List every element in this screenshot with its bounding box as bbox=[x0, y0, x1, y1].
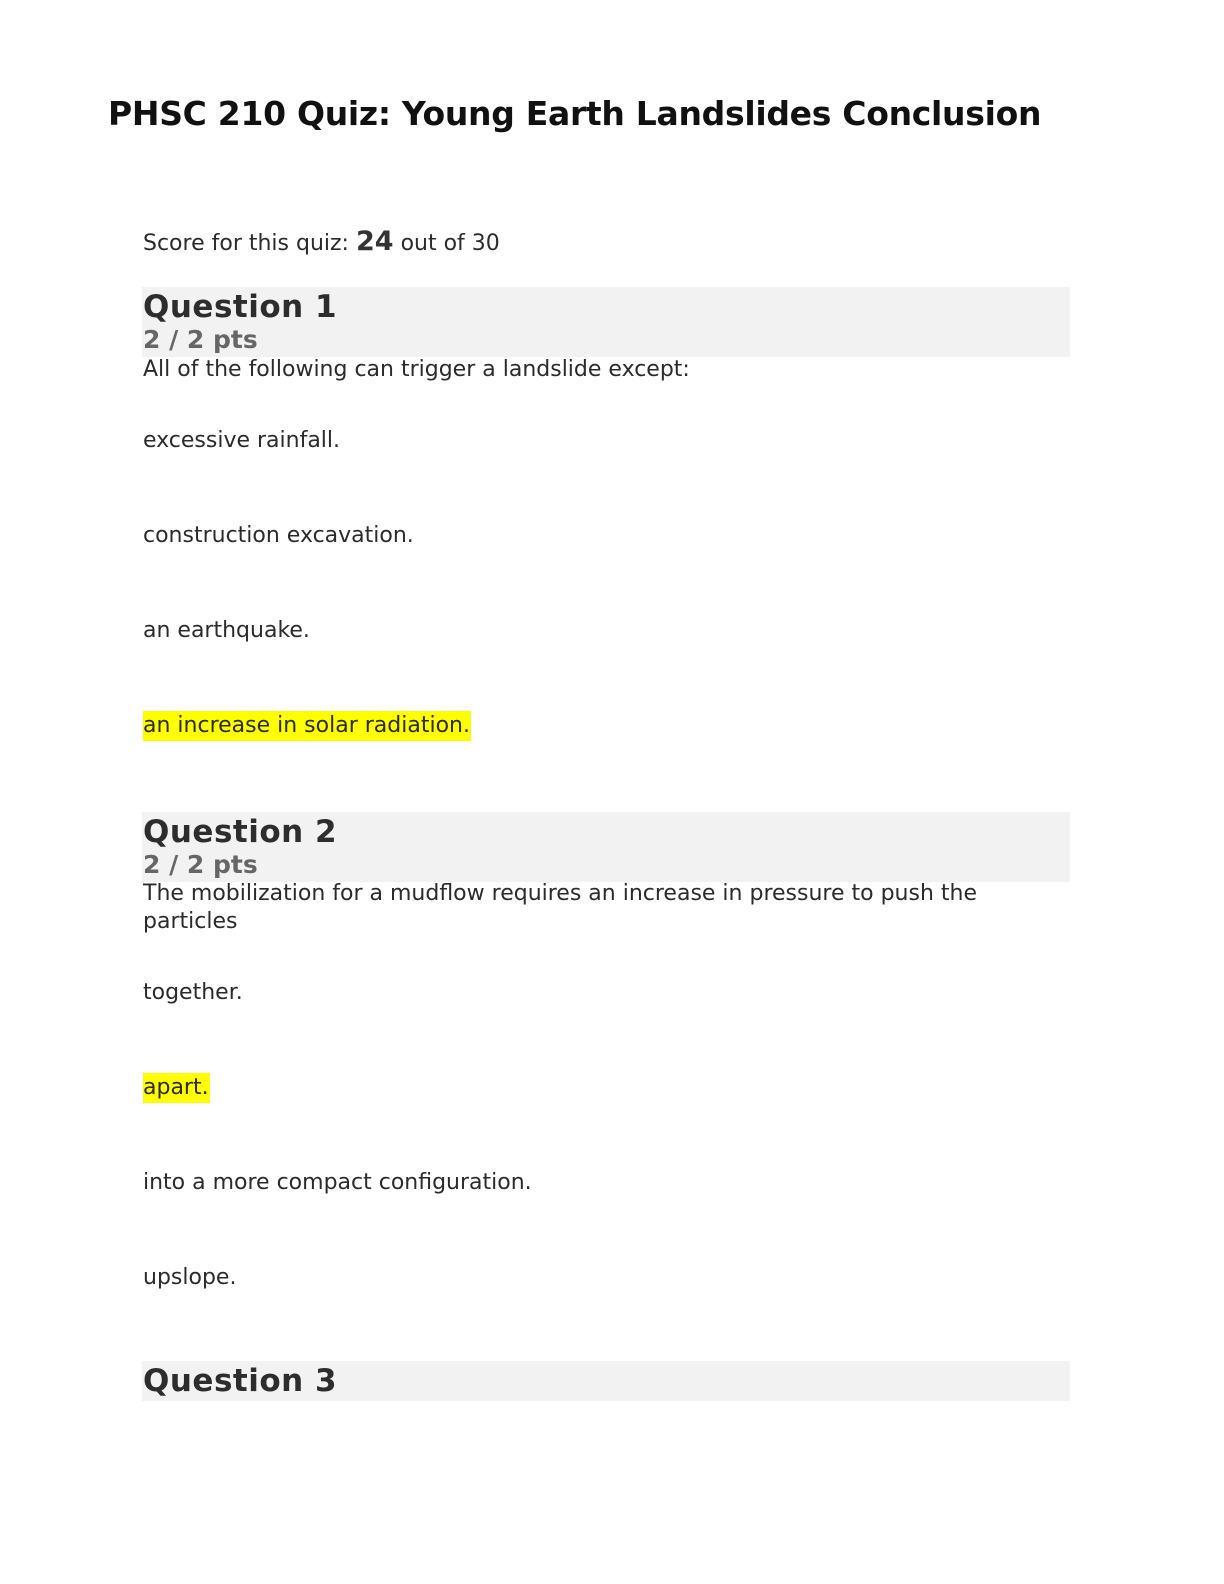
answer-option[interactable]: an earthquake. bbox=[143, 618, 310, 643]
quiz-score bbox=[143, 226, 500, 257]
question-points: 2 / 2 pts bbox=[143, 325, 258, 354]
answer-option[interactable]: together. bbox=[143, 980, 243, 1005]
score-label: Score for this quiz: bbox=[143, 231, 349, 256]
question-header bbox=[142, 1361, 1070, 1401]
answer-option[interactable]: excessive rainfall. bbox=[143, 428, 341, 453]
answer-option-selected[interactable]: an increase in solar radiation. bbox=[143, 711, 471, 741]
question-text: All of the following can trigger a landslide except: bbox=[143, 357, 690, 382]
question-header bbox=[142, 812, 1070, 882]
page-title: PHSC 210 Quiz: Young Earth Landslides Conclusion bbox=[108, 94, 1042, 133]
question-points: 2 / 2 pts bbox=[143, 850, 258, 879]
question-title: Question 3 bbox=[143, 1363, 338, 1399]
answer-option[interactable]: upslope. bbox=[143, 1265, 237, 1290]
question-title: Question 1 bbox=[143, 289, 338, 325]
question-text: The mobilization for a mudflow requires an increase in pressure to push the particles bbox=[143, 881, 977, 934]
answer-option[interactable]: into a more compact configuration. bbox=[143, 1170, 532, 1195]
question-header bbox=[142, 287, 1070, 357]
score-total: out of 30 bbox=[400, 231, 500, 256]
answer-option-selected[interactable]: apart. bbox=[143, 1073, 210, 1103]
score-value: 24 bbox=[355, 226, 394, 257]
answer-option[interactable]: construction excavation. bbox=[143, 523, 414, 548]
question-title: Question 2 bbox=[143, 814, 338, 850]
